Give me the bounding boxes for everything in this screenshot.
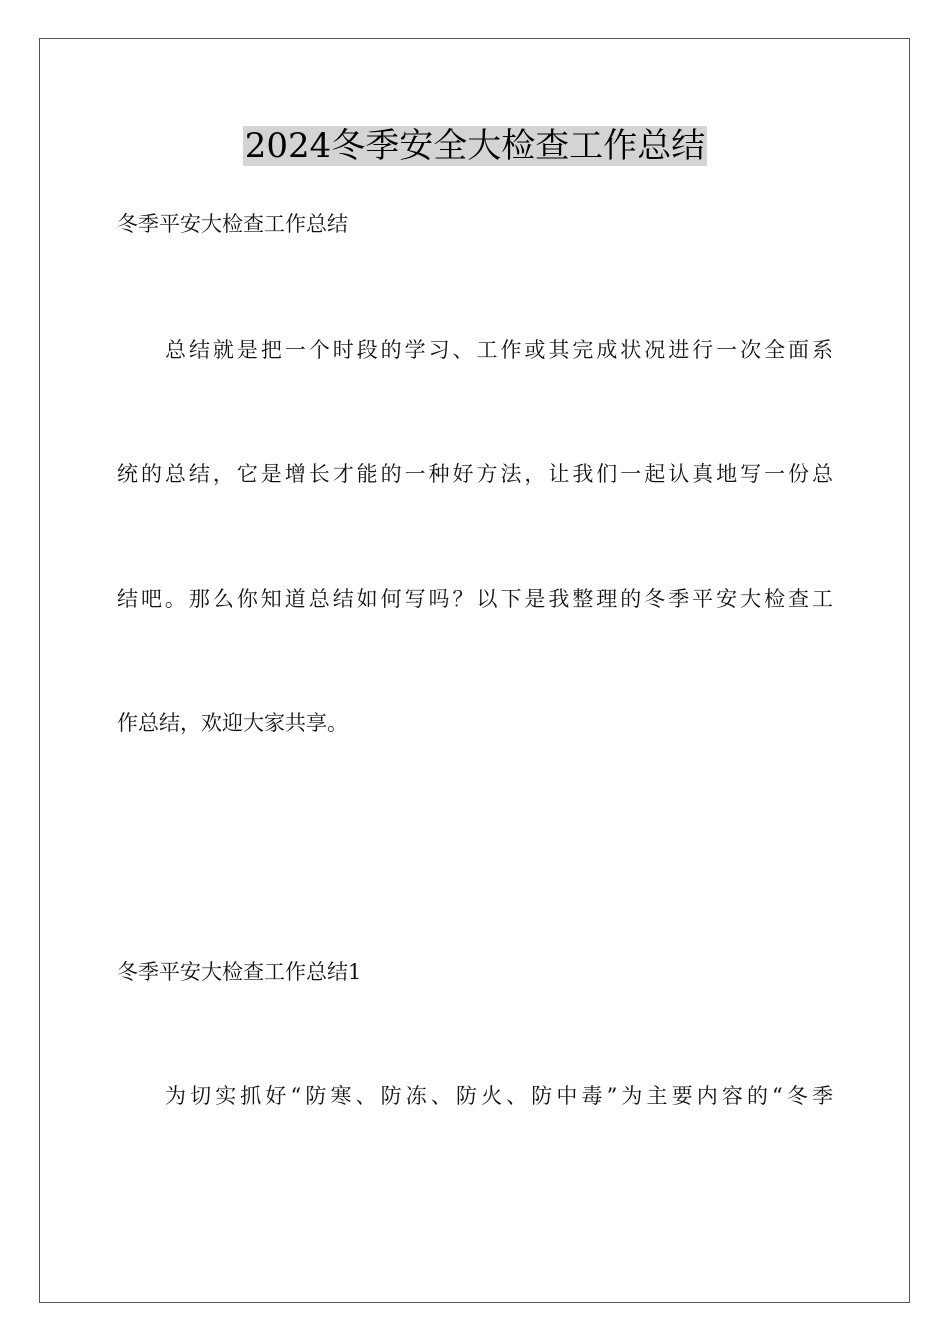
paragraph-line: 作总结，欢迎大家共享。 xyxy=(117,711,348,735)
paragraph-line: 总结就是把一个时段的学习、工作或其完成状况进行一次全面系 xyxy=(165,338,833,362)
paragraph-line: 为切实抓好“防寒、防冻、防火、防中毒”为主要内容的“冬季 xyxy=(165,1084,833,1108)
section-heading: 冬季平安大检查工作总结1 xyxy=(117,960,362,984)
document-title-text: 2024冬季安全大检查工作总结 xyxy=(244,126,706,166)
document-subtitle: 冬季平安大检查工作总结 xyxy=(117,212,348,236)
paragraph-line: 统的总结，它是增长才能的一种好方法，让我们一起认真地写一份总 xyxy=(117,462,833,486)
document-title xyxy=(0,124,950,168)
paragraph-line: 结吧。那么你知道总结如何写吗？以下是我整理的冬季平安大检查工 xyxy=(117,587,833,611)
